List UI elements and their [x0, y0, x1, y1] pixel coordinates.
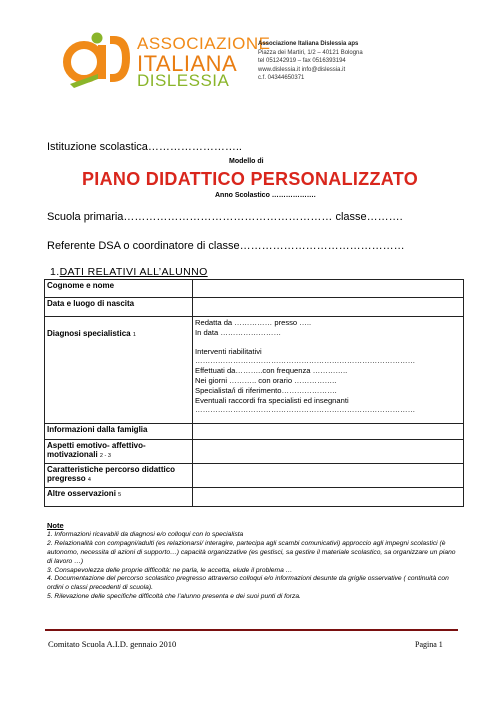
diagnosi-line: Redatta da …………… presso …..	[195, 318, 312, 327]
percorso-value-cell[interactable]	[193, 464, 464, 488]
notes-heading: Note	[47, 521, 64, 530]
note-item: 1. Informazioni ricavabili da diagnosi e/o colloqui con lo specialista	[47, 530, 244, 538]
aspetti-value-cell[interactable]	[193, 440, 464, 464]
diagnosi-value-cell[interactable]	[193, 317, 464, 424]
diagnosi-line: ……………………………………………………………………………	[195, 356, 416, 366]
footer-divider	[45, 629, 458, 631]
osservazioni-value-cell[interactable]	[193, 488, 464, 507]
notes-section	[47, 522, 459, 602]
section-heading	[50, 266, 208, 278]
table-row	[45, 464, 464, 488]
association-contact-info	[258, 40, 363, 83]
anno-scolastico-field: Anno Scolastico ……………….	[215, 192, 316, 199]
footer-page-number: Pagina 1	[415, 640, 443, 649]
association-tax-code: c.f. 04344650371	[258, 75, 305, 82]
student-data-table	[44, 279, 464, 507]
section-number: 1.	[50, 266, 60, 278]
section-title: DATI RELATIVI ALL’ALUNNO	[59, 266, 208, 278]
logo-text-associazione: ASSOCIAZIONE	[137, 34, 271, 53]
diagnosi-line: Interventi riabilitativi	[195, 346, 262, 356]
row-label-cognome: Cognome e nome	[45, 280, 193, 298]
diagnosi-line	[195, 338, 461, 347]
association-web: www.dislessia.it info@dislessia.it	[258, 66, 346, 73]
table-row	[45, 280, 464, 298]
logo-text-italiana: ITALIANA	[137, 51, 238, 76]
row-label-nascita: Data e luogo di nascita	[45, 298, 193, 317]
row-label-osservazioni: Altre osservazioni 5	[45, 488, 193, 507]
note-item: 4. Documentazione del percorso scolastico pregresso attraverso colloqui e/o informazioni desunte da griglie osservative ( continuità con ordini o classi precedenti di scuola).	[47, 575, 449, 592]
diagnosi-line: In data ……………………	[195, 327, 282, 337]
referente-field: Referente DSA o coordinatore di classe………………………………………	[47, 240, 405, 252]
association-address: Piazza dei Martiri, 1/2 – 40121 Bologna	[258, 49, 363, 56]
association-name: Associazione Italiana Dislessia aps	[258, 41, 359, 47]
footer-committee: Comitato Scuola A.I.D. gennaio 2010	[48, 639, 177, 649]
table-row	[45, 488, 464, 507]
table-row	[45, 317, 464, 424]
row-label-aspetti: Aspetti emotivo- affettivo-motivazionali 2 - 3	[45, 440, 193, 464]
nascita-value-cell[interactable]	[193, 298, 464, 317]
istituzione-field: Istituzione scolastica……………………..	[47, 141, 242, 153]
row-label-percorso: Caratteristiche percorso didattico pregresso 4	[45, 464, 193, 488]
note-item: 2. Relazionalità con compagni/adulti (es relazionarsi/ interagire, partecipa agli scambi comunicativi) approccio agli impegni scolastici (è autonomo, necessita di azioni di supporto…) capacità organizzative (es gestisci, sa gestire il materiale scolastico, sa organizzare un piano di lavoro …)	[47, 539, 456, 565]
row-label-diagnosi: Diagnosi specialistica 1	[45, 317, 193, 424]
table-row	[45, 440, 464, 464]
diagnosi-line: Eventuali raccordi fra specialisti ed insegnanti	[195, 395, 349, 405]
table-row	[45, 298, 464, 317]
table-row	[45, 424, 464, 440]
famiglia-value-cell[interactable]	[193, 424, 464, 440]
page-title: PIANO DIDATTICO PERSONALIZZATO	[82, 169, 418, 189]
association-phone: tel 051242919 – fax 0516393194	[258, 58, 346, 65]
modello-label: Modello di	[229, 158, 264, 165]
diagnosi-line: ……………………………………………………………………………	[195, 405, 416, 415]
diagnosi-line: Specialista/i di riferimento………………….	[195, 385, 337, 395]
row-label-famiglia: Informazioni dalla famiglia	[45, 424, 193, 440]
aid-logo-icon	[60, 30, 130, 92]
cognome-value-cell[interactable]	[193, 280, 464, 298]
note-item: 3. Consapevolezza delle proprie difficoltà: ne parla, le accetta, elude il problema …	[47, 566, 293, 574]
diagnosi-line: Nei giorni ……….. con orario ……………..	[195, 375, 337, 385]
logo-text-dislessia: DISLESSIA	[137, 71, 230, 90]
note-item: 5. Rilevazione delle specifiche difficoltà che l’alunno presenta e dei suoi punti di forza.	[47, 593, 301, 601]
diagnosi-line: Effettuati da………..con frequenza …………..	[195, 366, 348, 376]
scuola-primaria-field: Scuola primaria………………………………………………… classe……….	[47, 211, 403, 223]
